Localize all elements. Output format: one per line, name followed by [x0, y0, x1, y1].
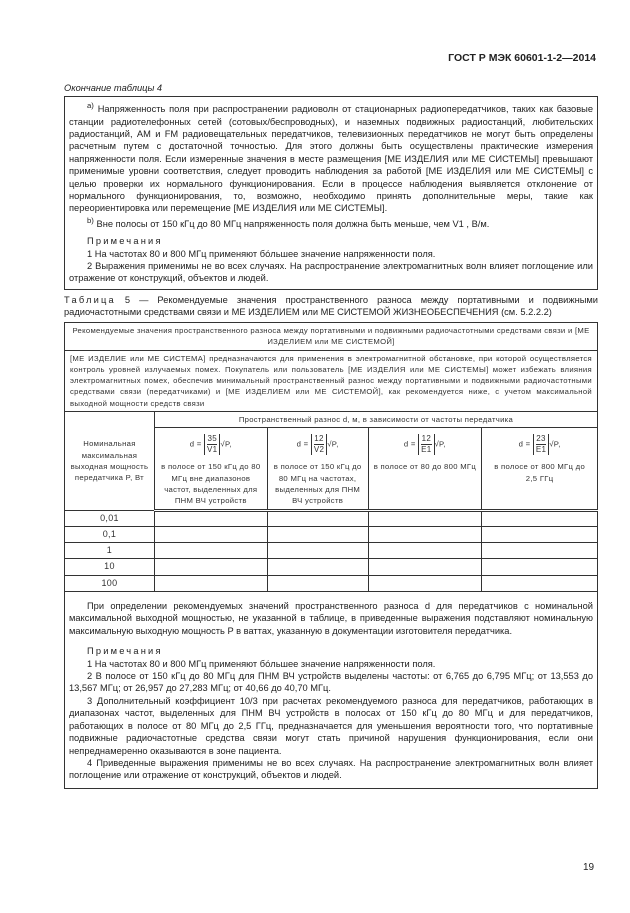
footnote-text: Вне полосы от 150 кГц до 80 МГц напряженность поля должна быть меньше, чем V1 , В/м. — [96, 218, 490, 229]
formula-suffix: √P, — [327, 439, 339, 449]
formula-suffix: √P, — [434, 439, 446, 449]
denominator: E1 — [535, 445, 547, 455]
formula-column-1 — [154, 428, 267, 510]
note: 2 Выражения применимы не во всех случаях. На распространение электромагнитных волн влияет поглощение или отражение от конструкций, объектов и людей. — [69, 261, 593, 284]
power-header: Номинальная максимальная выходная мощность передатчика P, Вт — [65, 412, 155, 510]
table-row — [65, 526, 598, 542]
formula-column-3 — [368, 428, 482, 510]
band-text: в полосе от 800 МГц до 2,5 ГГц — [494, 462, 586, 483]
notes-title: Примечания — [87, 236, 163, 247]
fraction — [204, 434, 220, 455]
table-continuation-label: Окончание таблицы 4 — [64, 83, 163, 93]
note: 3 Дополнительный коэффициент 10/3 при расчетах рекомендуемого разноса для передатчиков, работающих в диапазонах частот, выделенных для ПНМ ВЧ устройств в полосах от 150 кГц до 80 МГц и для передатчиков, работающих в полосе от 80 МГц до 2,5 ГГц, предназначается для уменьшения вероятности того, что портативные подвижные радиочастотные средства связи могут стать причиной нарушения функционирования, если они непреднамеренно оказываются в зоне пациента. — [69, 695, 593, 756]
fraction — [533, 434, 549, 455]
formula-suffix: √P, — [549, 439, 561, 449]
note: 1 На частотах 80 и 800 МГц применяют бо́льшее значение напряженности поля. — [87, 658, 436, 669]
footer-text: При определении рекомендуемых значений пространственного разноса d для передатчиков с номинальной максимальной выходной мощностью, не указанной в таблице, в приведенные выражения подставляют номинальную максимальную выходную мощность P в ваттах, указанную в документации изготовителя передатчика. — [69, 601, 593, 636]
formula-suffix: √P, — [220, 439, 232, 449]
note: 1 На частотах 80 и 800 МГц применяют бо́льшее значение напряженности поля. — [87, 248, 436, 259]
band-text: в полосе от 150 кГц до 80 МГц на частотах, выделенных для ПНМ ВЧ устройств — [273, 462, 362, 506]
numerator: 23 — [536, 434, 546, 444]
footnote-mark: b) — [87, 215, 94, 225]
formula-prefix: d = — [189, 439, 202, 449]
page-number: 19 — [583, 862, 595, 873]
footnote-b — [69, 215, 593, 231]
table5-caption — [64, 294, 598, 319]
numerator: 35 — [207, 434, 217, 444]
footnote-text: Напряженность поля при распространении радиоволн от стационарных радиопередатчиков, таких как базовые станции радиотелефонных сетей (сотовых/беспроводных), и наземных подвижных радиостанций, любительских радиостанций, AM и FM радиовещательных передатчиков, телевизионных передатчиков не могут быть определены расчетным путем с достаточной точностью. Для этого должны быть осуществлены практические измерения напряженности поля. Если измеренные значения в месте размещения [МЕ ИЗДЕЛИЯ или МЕ СИСТЕМЫ] превышают применимые уровни соответствия, следует проводить наблюдения за работой [МЕ ИЗДЕЛИЯ или МЕ СИСТЕМЫ] с целью проверки их нормального функционирования. Если в процессе наблюдения выявляется отклонение от нормального функционирования, то, возможно, необходимо принять дополнительные меры, такие как переориентировка или перемещение [МЕ ИЗДЕЛИЯ или МЕ СИСТЕМЫ]. — [69, 104, 593, 214]
fraction — [418, 434, 434, 455]
caption-label: Таблица — [64, 295, 116, 305]
denominator: E1 — [421, 445, 432, 455]
formula-column-4 — [482, 428, 598, 510]
note: 2 В полосе от 150 кГц до 80 МГц для ПНМ ВЧ устройств выделены частоты: от 6,765 до 6,795 МГц; от 13,553 до 13,567 МГц; от 26,957 до 27,283 МГц; от 40,66 до 40,70 МГц. — [69, 671, 593, 694]
caption-text: 5 — Рекомендуемые значения пространственного разноса между портативными и подвижными радиочастотными средствами связи и МЕ ИЗДЕЛИЕМ или МЕ СИСТЕМОЙ ЖИЗНЕОБЕСПЕЧЕНИЯ (см. 5.2.2.2) — [64, 295, 598, 318]
formula-column-2 — [267, 428, 368, 510]
footnote-a — [69, 100, 593, 215]
power-cell: 1 — [65, 543, 155, 559]
table-row — [65, 559, 598, 575]
denominator: V2 — [313, 445, 325, 455]
power-cell: 100 — [65, 575, 155, 591]
table4-footnotes — [64, 96, 598, 290]
note: 4 Приведенные выражения применимы не во всех случаях. На распространение электромагнитных волн влияет поглощение или отражение от конструкций, объектов и людей. — [69, 757, 593, 781]
band-text: в полосе от 80 до 800 МГц — [373, 462, 477, 472]
table5 — [64, 322, 598, 789]
denominator: V1 — [207, 445, 218, 455]
numerator: 12 — [314, 434, 324, 444]
formula-prefix: d = — [296, 439, 309, 449]
table-row — [65, 543, 598, 559]
power-cell: 0,01 — [65, 510, 155, 526]
table-footer — [65, 592, 598, 789]
table-description: [МЕ ИЗДЕЛИЕ или МЕ СИСТЕМА] предназначаются для применения в электромагнитной обстановке, при которой осуществляется контроль уровней излучаемых помех. Покупатель или пользователь [МЕ ИЗДЕЛИЯ или МЕ СИСТЕМЫ] может избежать влияния электромагнитных помех, обеспечив минимальный пространственный разнос между портативными и подвижными радиочастотными средствами связи (передатчиками) и [МЕ ИЗДЕЛИЕМ или МЕ СИСТЕМОЙ], как рекомендуется ниже, с учетом максимальной выходной мощности средств связи — [65, 350, 598, 411]
fraction — [311, 434, 327, 455]
numerator: 12 — [421, 434, 432, 444]
table-row — [65, 510, 598, 526]
table-row — [65, 575, 598, 591]
notes-title: Примечания — [87, 646, 163, 657]
band-text: в полосе от 150 кГц до 80 МГц вне диапазонов частот, выделенных для ПНМ ВЧ устройств — [161, 462, 261, 506]
standard-header: ГОСТ Р МЭК 60601-1-2—2014 — [448, 52, 596, 64]
formula-prefix: d = — [403, 439, 416, 449]
formula-prefix: d = — [518, 439, 531, 449]
power-cell: 0,1 — [65, 526, 155, 542]
footnote-mark: а) — [87, 101, 94, 110]
power-cell: 10 — [65, 559, 155, 575]
table-title: Рекомендуемые значения пространственного разноса между портативными и подвижными радиочастотными средствами связи и [МЕ ИЗДЕЛИЕМ или МЕ СИСТЕМОЙ] — [65, 323, 598, 351]
separation-header: Пространственный разнос d, м, в зависимости от частоты передатчика — [154, 412, 597, 428]
